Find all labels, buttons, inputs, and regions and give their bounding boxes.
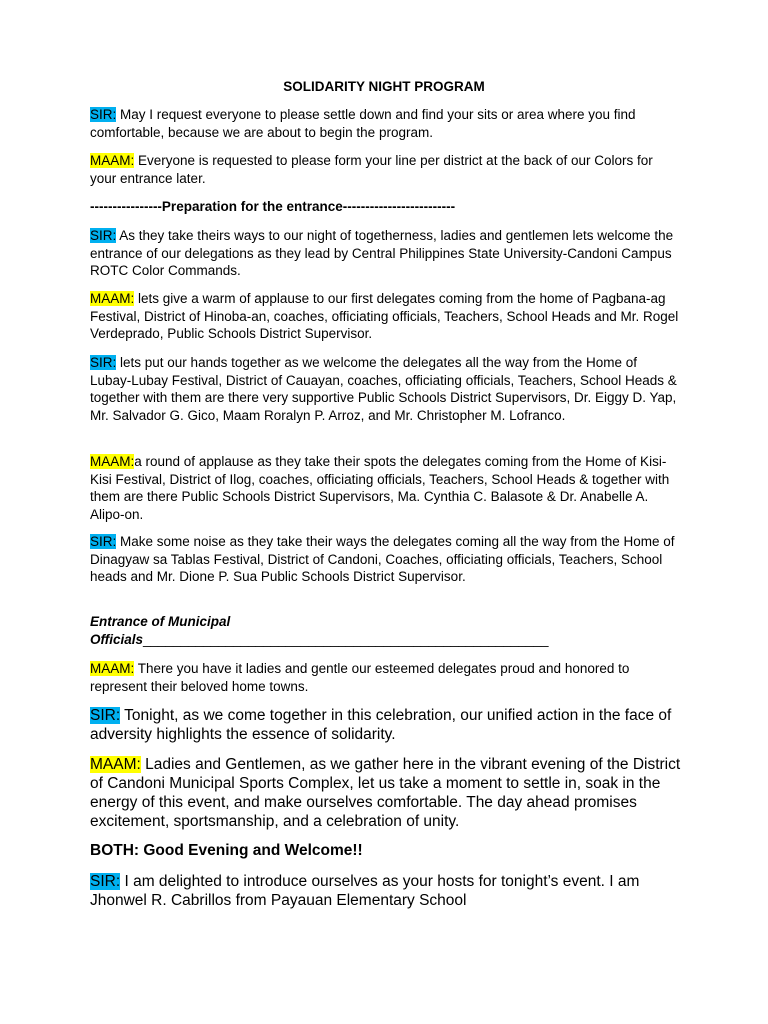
speaker-label-maam: MAAM: [90,153,135,168]
paragraph-text: Ladies and Gentlemen, as we gather here in the vibrant evening of the District of Candoni Municipal Sports Complex, let us take a moment to settle in, soak in the energy of this event, and make ourselves comfortable. The day ahead promises excitement, sportsmanship, and a celebration of unity. [90,756,681,830]
paragraph-maam-3 [90,453,682,523]
paragraph-sir-6 [90,872,682,910]
paragraph-text: I am delighted to introduce ourselves as your hosts for tonight’s event. I am Jhonwel R. Cabrillos from Payauan Elementary School [90,873,640,909]
paragraph-maam-1 [90,152,682,187]
speaker-label-maam: MAAM: [90,756,141,773]
paragraph-maam-5 [90,755,682,831]
speaker-label-sir: SIR: [90,534,117,549]
paragraph-text: May I request everyone to please settle down and find your sits or area where you find comfortable, because we are about to begin the program. [90,107,636,140]
paragraph-text: Tonight, as we come together in this celebration, our unified action in the face of adversity highlights the essence of solidarity. [90,707,672,743]
paragraph-maam-4 [90,660,682,695]
paragraph-text: There you have it ladies and gentle our esteemed delegates proud and honored to represent their beloved home towns. [90,661,630,694]
entrance-rule: ______________________________________________________ [143,631,549,647]
paragraph-maam-2 [90,290,682,343]
speaker-label-sir: SIR: [90,107,117,122]
paragraph-text: lets give a warm of applause to our first delegates coming from the home of Pagbana-ag Festival, District of Hinoba-an, coaches, officiating officials, Teachers, School Heads and Mr. Rogel Verdeprado, Public Schools District Supervisor. [90,291,679,342]
speaker-label-maam: MAAM: [90,454,135,469]
section-divider: ----------------Preparation for the entrance------------------------- [90,199,456,214]
paragraph-text: lets put our hands together as we welcome the delegates all the way from the Home of Lubay-Lubay Festival, District of Cauayan, coaches, officiating officials, Teachers, School Heads & together with them are there very supportive Public Schools District Supervisors, Dr. Eiggy D. Yap, Mr. Salvador G. Gico, Maam Roralyn P. Arroz, and Mr. Christopher M. Lofranco. [90,355,677,423]
paragraph-text: As they take theirs ways to our night of togetherness, ladies and gentlemen lets welcome the entrance of our delegations as they lead by Central Philippines State University-Candoni Campus ROTC Color Commands. [90,228,674,279]
speaker-label-sir: SIR: [90,228,117,243]
paragraph-sir-2 [90,227,682,280]
paragraph-text: Everyone is requested to please form your line per district at the back of our Colors for your entrance later. [90,153,653,186]
entrance-heading-line2: Officials [90,631,144,647]
paragraph-sir-3 [90,354,682,424]
speaker-label-maam: MAAM: [90,291,135,306]
speaker-label-maam: MAAM: [90,661,135,676]
paragraph-sir-5 [90,706,682,744]
both-greeting: BOTH: Good Evening and Welcome!! [90,842,363,859]
paragraph-text: Make some noise as they take their ways the delegates coming all the way from the Home of Dinagyaw sa Tablas Festival, District of Candoni, Coaches, officiating officials, Teachers, School heads and Mr. Dione P. Sua Public Schools District Supervisor. [90,534,675,585]
speaker-label-sir: SIR: [90,355,117,370]
paragraph-sir-4 [90,533,682,586]
page-title: SOLIDARITY NIGHT PROGRAM [283,79,485,94]
paragraph-text: a round of applause as they take their spots the delegates coming from the Home of Kisi-Kisi Festival, District of Ilog, coaches, officiating officials, Teachers, School Heads & together with them are there Public Schools District Supervisors, Ma. Cynthia C. Balasote & Dr. Anabelle A. Alipo-on. [90,454,670,522]
speaker-label-sir: SIR: [90,873,121,890]
entrance-heading [90,613,682,648]
speaker-label-sir: SIR: [90,707,121,724]
entrance-heading-line1: Entrance of Municipal [90,614,231,629]
paragraph-sir-1 [90,106,682,141]
